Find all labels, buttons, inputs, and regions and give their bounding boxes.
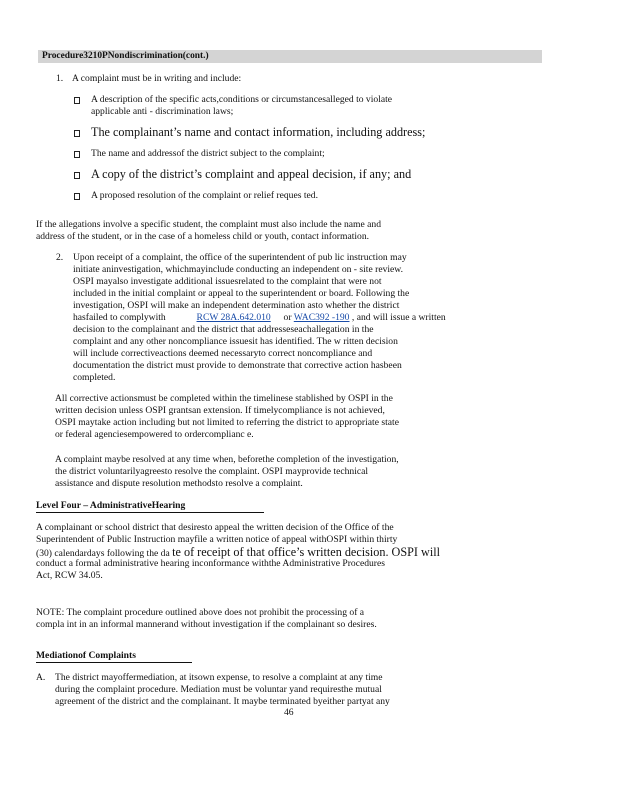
page-number: 46 [284,707,294,718]
resolved-line-3: assistance and dispute resolution methodsto resolve a complaint. [55,478,303,489]
item-2-line-1: Upon receipt of a complaint, the office of the superintendent of pub lic instruction may [73,252,407,263]
mediation-heading: Mediationof Complaints [36,650,136,661]
resolved-line-1: A complaint maybe resolved at any time when, beforethe completion of the investigation, [55,454,399,465]
bullet-1-line-2: applicable anti - discrimination laws; [91,106,234,117]
note-line-2: compla int in an informal mannerand without investigation if the complainant so desires. [36,619,377,630]
level-four-line-4: conduct a formal administrative hearing inconformance withthe Administrative Procedures [36,558,385,569]
corrective-line-2: written decision unless OSPI grantsan extension. If timelycompliance is not achieved, [55,405,385,416]
bullet-3-line: The name and addressof the district subject to the complaint; [91,148,325,159]
item-2-line-8: complaint and any other noncompliance issuesit has identified. The w ritten decision [73,336,398,347]
item-2-line-2: initiate aninvestigation, whichmayinclude conducting an independent on - site review. [73,264,404,275]
level-four-line-3-end: te of receipt of that office’s written decision. OSPI will [172,545,440,559]
bullet-4-line: A copy of the district’s complaint and appeal decision, if any; and [91,167,412,181]
resolved-line-2: the district voluntarilyagreesto resolve the complaint. OSPI mayprovide technical [55,466,369,477]
item-2-line-5: investigation, OSPI will make an independent determination asto whether the district [73,300,400,311]
bullet-box-icon [74,130,80,137]
bullet-box-icon [74,151,80,158]
allegations-line-1: If the allegations involve a specific student, the complaint must also include the name and [36,219,382,230]
item-1-number: 1. [56,73,64,84]
item-1-intro: A complaint must be in writing and include: [72,73,242,84]
corrective-line-3: OSPI maytake action including but not limited to referring the district to appropriate state [55,417,399,428]
procedure-header: Procedure3210PNondiscrimination(cont.) [38,50,542,63]
item-2-line-6 [73,312,446,324]
item-2-line-3: OSPI mayalso investigate additional issuesrelated to the complaint that were not [73,276,382,287]
corrective-line-4: or federal agenciesempowered to ordercomplianc e. [55,429,254,440]
mediation-underline [36,662,192,663]
mediation-line-2: during the complaint procedure. Mediation must be voluntar yand requiresthe mutual [55,684,382,695]
link-or-text: or [283,312,292,323]
note-line-1: NOTE: The complaint procedure outlined above does not prohibit the processing of a [36,607,365,618]
bullet-2-line: The complainant’s name and contact information, including address; [91,125,426,139]
level-four-underline [36,512,264,513]
level-four-line-2: Superintendent of Public Instruction mayfile a written notice of appeal withOSPI within thirty [36,534,398,545]
item-2-line-9: will include correctiveactions deemed necessaryto correct noncompliance and [73,348,373,359]
bullet-box-icon [74,172,80,179]
mediation-letter: A. [36,672,46,683]
level-four-heading: Level Four – AdministrativeHearing [36,500,186,511]
rcw-link[interactable]: RCW 28A.642.010 [196,312,271,323]
bullet-5-line: A proposed resolution of the complaint or relief reques ted. [91,190,318,201]
mediation-line-3: agreement of the district and the complainant. It maybe terminated byeither partyat any [55,696,390,707]
item-2-line-6-end: , and will issue a written [351,312,446,323]
wac-link[interactable]: WAC392 -190 [293,312,350,323]
item-2-line-11: completed. [73,372,116,383]
item-2-line-7: decision to the complainant and the district that addresseseachallegation in the [73,324,374,335]
bullet-box-icon [74,193,80,200]
level-four-line-5: Act, RCW 34.05. [36,570,103,581]
item-2-line-6-start: hasfailed to complywith [73,312,166,323]
level-four-line-1: A complainant or school district that desiresto appeal the written decision of the Office of the [36,522,394,533]
corrective-line-1: All corrective actionsmust be completed within the timelinese stablished by OSPI in the [55,393,393,404]
item-2-line-4: included in the initial complaint or appeal to the superintendent or board. Following the [73,288,410,299]
bullet-1-line-1: A description of the specific acts,conditions or circumstancesalleged to violate [91,94,393,105]
item-2-number: 2. [56,252,64,263]
bullet-box-icon [74,97,80,104]
level-four-line-3-start: (30) calendardays following the da [36,548,170,559]
allegations-line-2: address of the student, or in the case of a homeless child or youth, contact information. [36,231,370,242]
mediation-line-1: The district mayoffermediation, at itsown expense, to resolve a complaint at any time [55,672,383,683]
item-2-line-10: documentation the district must provide to demonstrate that corrective action hasbeen [73,360,402,371]
